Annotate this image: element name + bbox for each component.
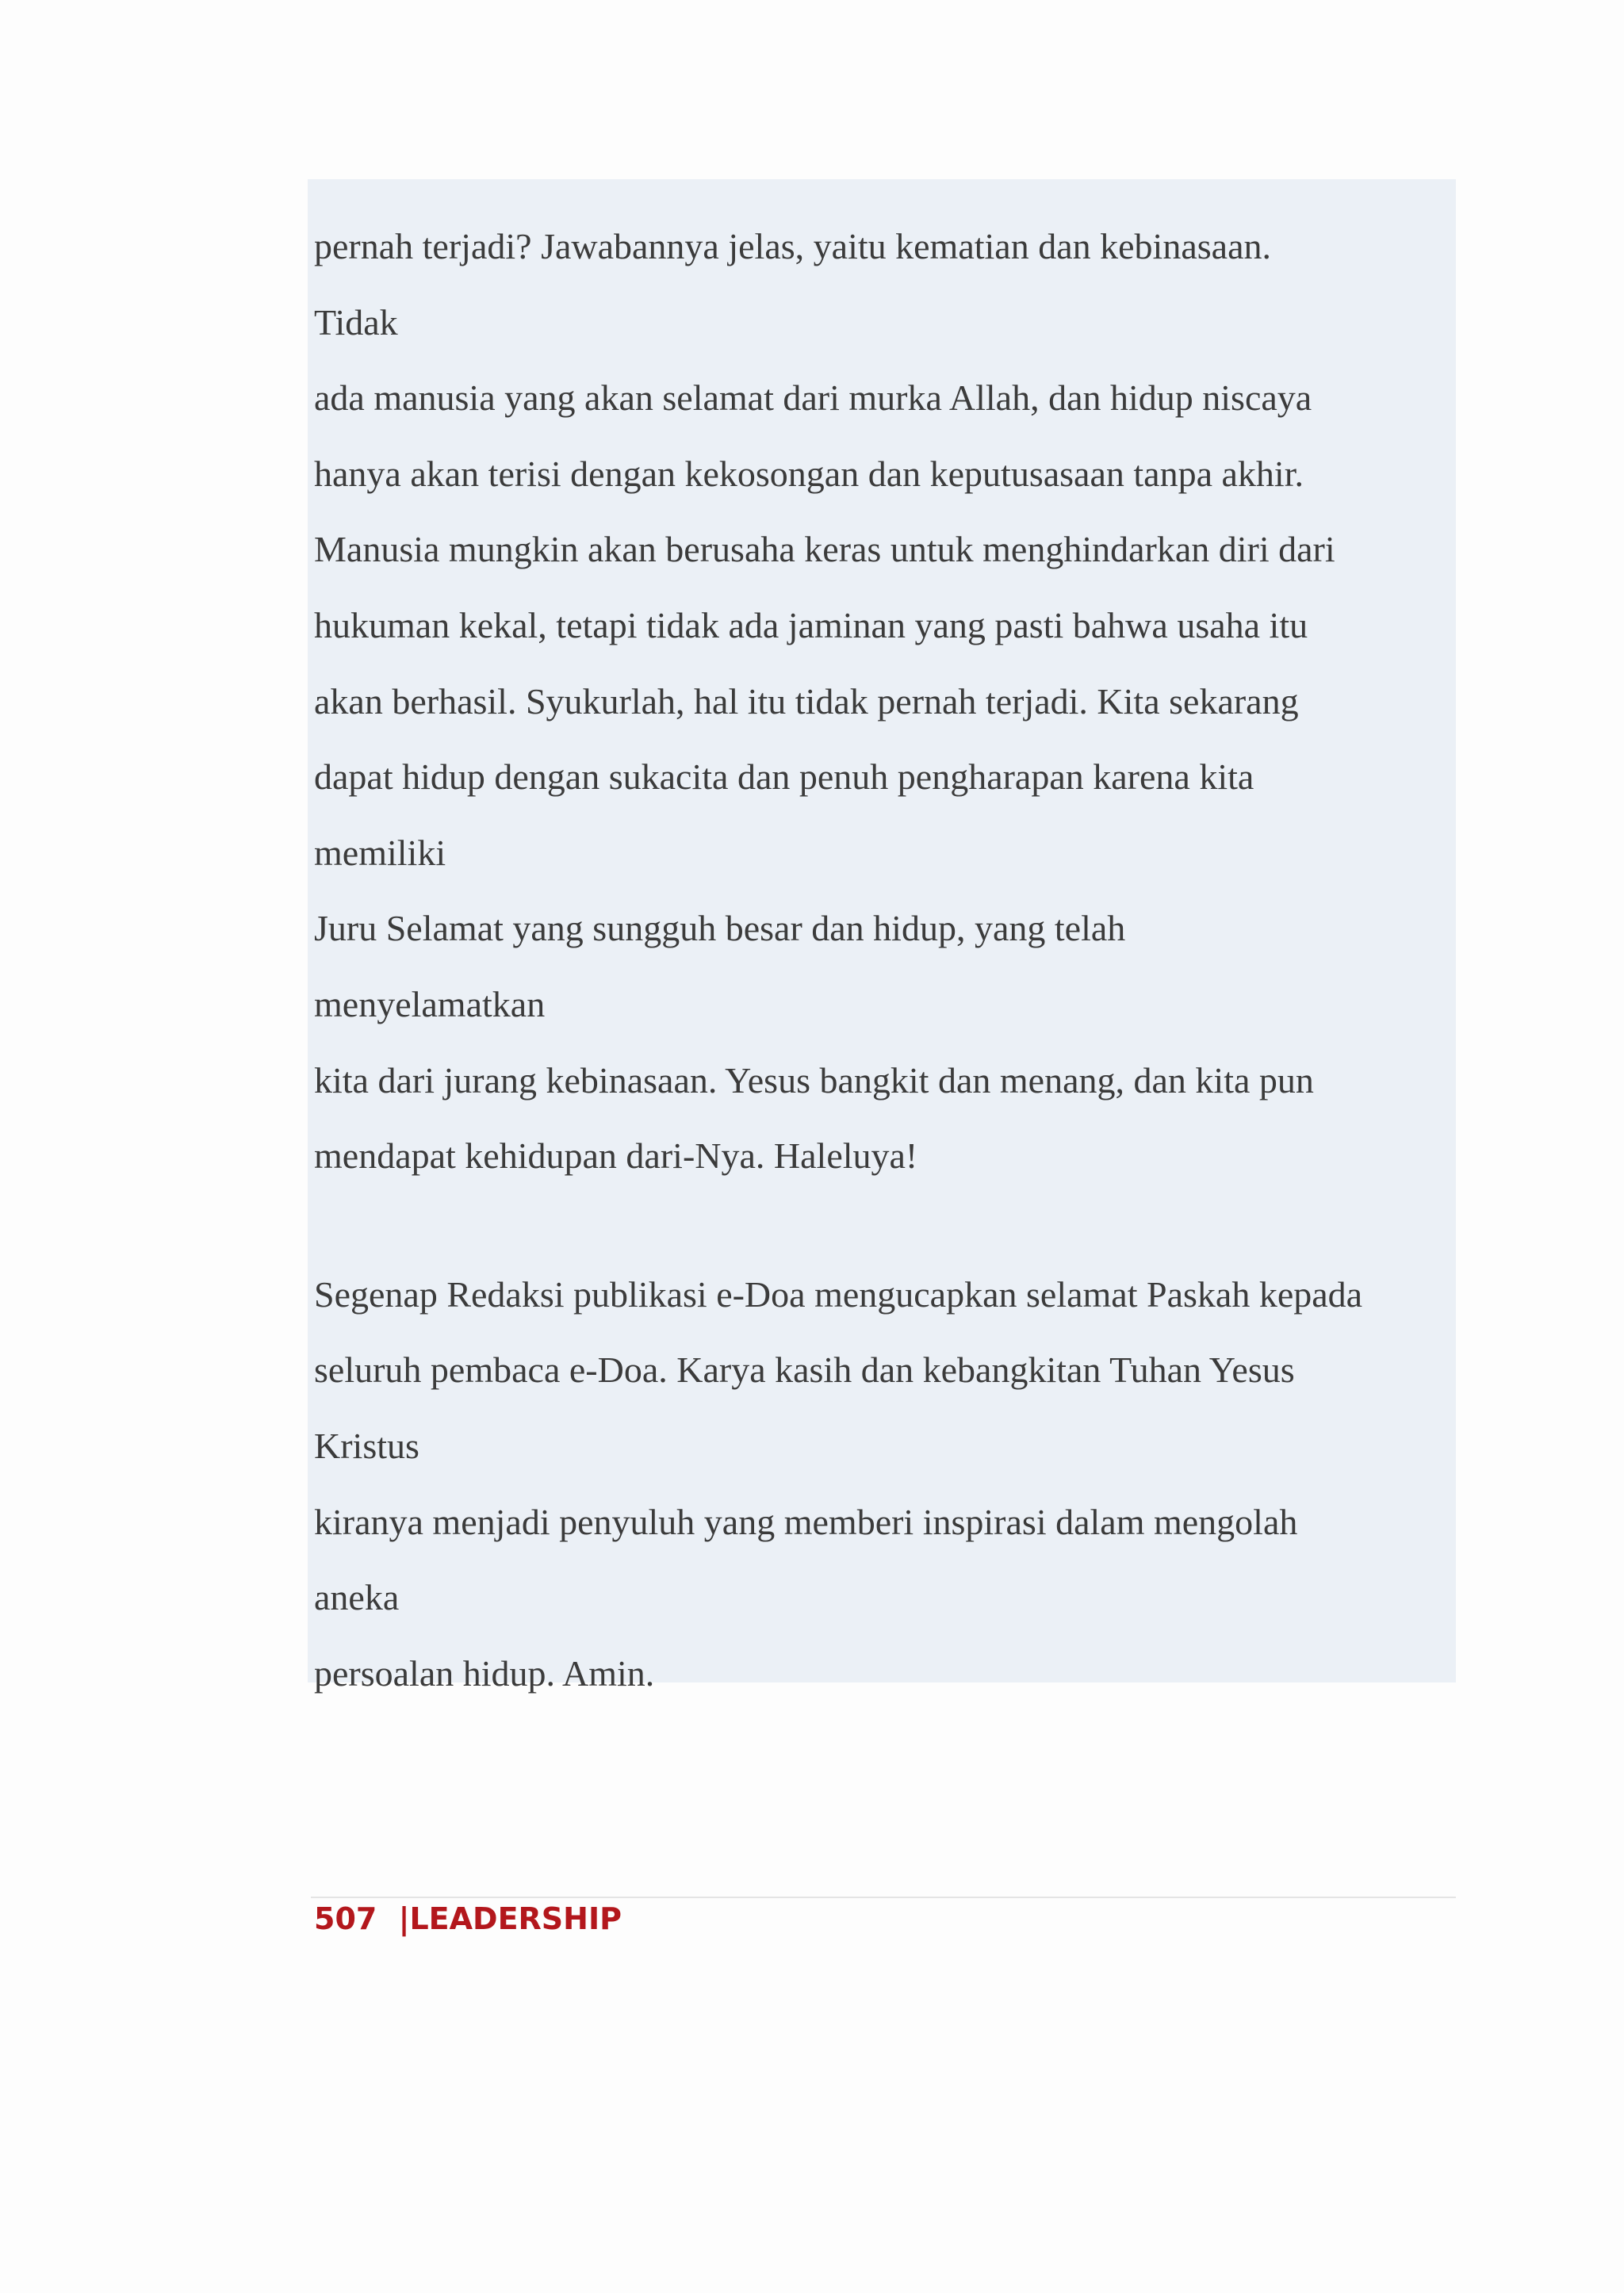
- text-line: Manusia mungkin akan berusaha keras untuk menghindarkan diri dari: [314, 529, 1335, 570]
- text-line: ada manusia yang akan selamat dari murka Allah, dan hidup niscaya: [314, 377, 1312, 419]
- text-line: Segenap Redaksi publikasi e-Doa mengucapkan selamat Paskah kepada: [314, 1273, 1363, 1315]
- footer-divider: [311, 1897, 1456, 1898]
- paragraph-2: [314, 1257, 1453, 1712]
- text-line: memiliki: [314, 832, 446, 873]
- text-line: hukuman kekal, tetapi tidak ada jaminan yang pasti bahwa usaha itu: [314, 604, 1308, 645]
- text-line: Juru Selamat yang sungguh besar dan hidup, yang telah: [314, 908, 1126, 949]
- text-line: persoalan hidup. Amin.: [314, 1652, 655, 1694]
- article-body: [314, 209, 1453, 1711]
- text-line: aneka: [314, 1577, 400, 1618]
- section-title: LEADERSHIP: [409, 1901, 622, 1936]
- text-line: Kristus: [314, 1425, 419, 1466]
- text-line: kiranya menjadi penyuluh yang memberi inspirasi dalam mengolah: [314, 1501, 1298, 1542]
- footer-separator: |: [398, 1901, 410, 1936]
- page-footer: [314, 1901, 622, 1936]
- text-line: Tidak: [314, 301, 398, 343]
- text-line: dapat hidup dengan sukacita dan penuh pengharapan karena kita: [314, 756, 1254, 798]
- paragraph-1: [314, 209, 1453, 1194]
- text-line: seluruh pembaca e-Doa. Karya kasih dan kebangkitan Tuhan Yesus: [314, 1349, 1295, 1391]
- text-line: mendapat kehidupan dari-Nya. Haleluya!: [314, 1135, 918, 1177]
- page-number: 507: [314, 1901, 377, 1936]
- text-line: kita dari jurang kebinasaan. Yesus bangkit dan menang, dan kita pun: [314, 1059, 1314, 1101]
- text-line: menyelamatkan: [314, 983, 546, 1024]
- text-line: hanya akan terisi dengan kekosongan dan keputusasaan tanpa akhir.: [314, 453, 1304, 494]
- paragraph-spacer: [314, 1194, 1453, 1257]
- text-line: akan berhasil. Syukurlah, hal itu tidak pernah terjadi. Kita sekarang: [314, 680, 1299, 722]
- text-line: pernah terjadi? Jawabannya jelas, yaitu kematian dan kebinasaan.: [314, 226, 1271, 266]
